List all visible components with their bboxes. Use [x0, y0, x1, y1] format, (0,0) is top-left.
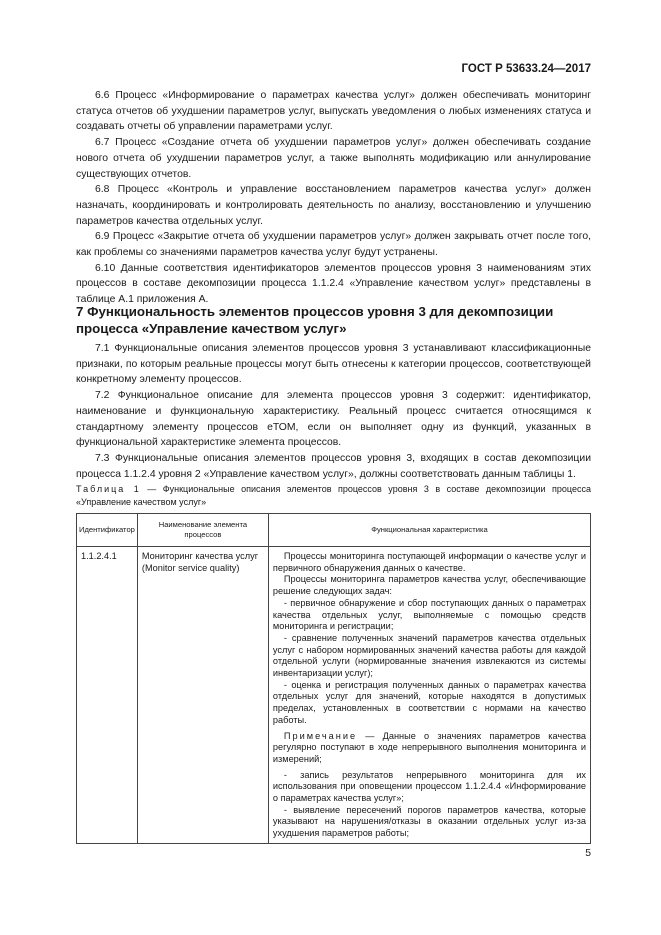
paragraph-7-2: 7.2 Функциональное описание для элемента процессов уровня 3 содержит: идентификатор, наименование и функциональную характеристику. Реальный процесс считается относящимся к стандартному элементу процессов еТОМ, если он выполняет одну из функций, указанных в функциональной характеристике элемента процессов. — [76, 390, 591, 449]
cell-functional-description — [268, 547, 590, 844]
header-functional-description: Функциональная характеристика — [268, 514, 590, 547]
document-standard-id: ГОСТ Р 53633.24—2017 — [461, 63, 591, 75]
paragraph-7-3: 7.3 Функциональные описания элементов процессов уровня 3, входящих в состав декомпозиции процесса 1.1.2.4 уровня 2 «Управление качеством услуг», должны соответствовать данным таблицы 1. — [76, 452, 591, 480]
header-identifier: Идентификатор — [77, 514, 138, 547]
section-6-text — [76, 88, 591, 308]
note-label: Примечание — [283, 730, 358, 741]
table-header-row — [77, 514, 591, 547]
paragraph-6-8: 6.8 Процесс «Контроль и управление восстановлением параметров качества услуг» должен назначать, координировать и контролировать деятельность по анализу, восстановлению и улучшению параметров качества отдельных услуг. — [76, 184, 591, 227]
table-caption — [76, 483, 591, 508]
table-row — [77, 547, 591, 844]
process-description-table — [76, 513, 591, 844]
paragraph-7-1: 7.1 Функциональные описания элементов процессов уровня 3 устанавливают классификационные признаки, по которым реальные процессы могут быть отнесены к категории процессов, соответствующей конкретному элементу процессов. — [76, 343, 591, 386]
page-number: 5 — [585, 848, 591, 859]
paragraph-6-10: 6.10 Данные соответствия идентификаторов элементов процессов уровня 3 наименованиям этих процессов в составе декомпозиции процесса 1.1.2.4 «Управление качеством услуг» представлены в таблице А.1 приложения А. — [76, 262, 591, 306]
section-7-heading: 7 Функциональность элементов процессов уровня 3 для декомпозиции процесса «Управление качеством услуг» — [76, 304, 554, 336]
desc-line: - выявление пересечений порогов параметров качества, которые указывают на нарушения/отказы в оказании отдельных услуг из-за ухудшения параметров работы; — [272, 804, 586, 839]
desc-line: - первичное обнаружение и сбор поступающих данных о параметрах качества отдельных услуг, выполняемые с помощью средств мониторинга и регистрации; — [272, 597, 586, 632]
desc-line: Процессы мониторинга параметров качества услуг, обеспечивающие решение следующих задач: — [272, 574, 586, 597]
paragraph-6-6: 6.6 Процесс «Информирование о параметрах качества услуг» должен обеспечивать мониторинг статуса отчетов об ухудшении параметров услуг, выпускать уведомления о любых изменениях статуса и создавать отчеты об управлении параметрами услуг. — [76, 90, 591, 133]
cell-process-name: Мониторинг качества услуг (Monitor service quality) — [137, 547, 268, 844]
desc-line: - оценка и регистрация полученных данных о параметрах качества отдельных услуг для значений, которые находятся в допустимых пределах, установленных в соответствии с нормами на качество работы. — [272, 679, 586, 725]
table-caption-label: Таблица 1 — [76, 484, 141, 494]
note-text: — Данные о значениях параметров качества регулярно поступают в ходе непрерывного выполнения мониторинга и измерений; — [272, 730, 586, 764]
section-7-text — [76, 341, 591, 482]
desc-line: Процессы мониторинга поступающей информации о качестве услуг и первичного обнаружения данных о качестве. — [272, 551, 586, 573]
desc-line: - запись результатов непрерывного мониторинга для их использования при оповещении процессом 1.1.2.4.4 «Информирование о параметрах качества услуг»; — [272, 769, 586, 804]
table-caption-text: — Функциональные описания элементов процессов уровня 3 в составе декомпозиции процесса «Управление качеством услуг» — [76, 484, 591, 507]
cell-identifier: 1.1.2.4.1 — [77, 547, 138, 844]
desc-line: - сравнение полученных значений параметров качества отдельных услуг с набором нормированных значений качества работы для каждой отдельной услуги (нормированные значения извлекаются из системы инвентаризации услуг); — [272, 632, 586, 679]
paragraph-6-7: 6.7 Процесс «Создание отчета об ухудшении параметров услуг» должен обеспечивать создание нового отчета об ухудшении параметров услуг, а также выполнять модификацию или аннулирование существующих отчетов. — [76, 137, 591, 180]
paragraph-6-9: 6.9 Процесс «Закрытие отчета об ухудшении параметров услуг» должен закрывать отчет после того, как проблемы со значениями параметров качества услуг будут устранены. — [76, 231, 591, 259]
header-process-name: Наименование элемента процессов — [137, 514, 268, 547]
note — [273, 731, 586, 766]
